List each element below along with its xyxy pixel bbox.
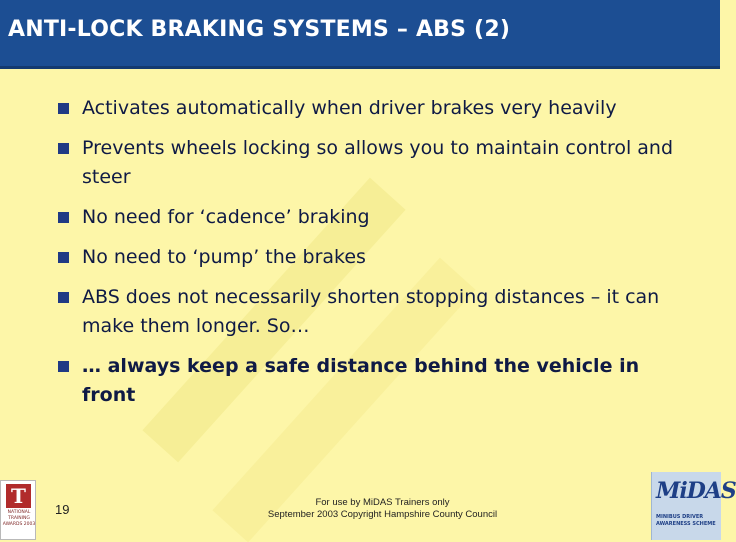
bullet-item-emphasis bbox=[58, 352, 678, 410]
bullet-item bbox=[58, 94, 678, 123]
bullet-text: Activates automatically when driver brakes very heavily bbox=[82, 97, 617, 119]
bullet-list bbox=[58, 94, 678, 421]
bullet-square-icon bbox=[58, 292, 69, 303]
footer-line-2: September 2003 Copyright Hampshire County Council bbox=[267, 509, 498, 520]
bullet-text: … always keep a safe distance behind the vehicle in front bbox=[82, 355, 640, 406]
slide-number: 19 bbox=[55, 502, 70, 517]
bullet-text: No need for ‘cadence’ braking bbox=[82, 206, 370, 228]
title-bar bbox=[0, 0, 720, 69]
midas-logo bbox=[651, 472, 736, 540]
slide-title: ANTI-LOCK BRAKING SYSTEMS – ABS (2) bbox=[8, 17, 511, 42]
bullet-item bbox=[58, 283, 678, 341]
bullet-text: No need to ‘pump’ the brakes bbox=[82, 246, 366, 268]
footer-line-1: For use by MiDAS Trainers only bbox=[315, 497, 450, 508]
midas-wordmark: MiDAS bbox=[656, 478, 736, 504]
bullet-text: Prevents wheels locking so allows you to maintain control and steer bbox=[82, 137, 674, 188]
bullet-text: ABS does not necessarily shorten stopping distances – it can make them longer. So… bbox=[82, 286, 660, 337]
bullet-square-icon bbox=[58, 361, 69, 372]
bullet-square-icon bbox=[58, 103, 69, 114]
bullet-item bbox=[58, 134, 678, 192]
bullet-square-icon bbox=[58, 252, 69, 263]
award-letter-icon: T bbox=[6, 484, 31, 508]
bullet-item bbox=[58, 243, 678, 272]
national-training-awards-logo bbox=[0, 480, 36, 540]
award-text: NATIONAL TRAINING AWARDS 2003 bbox=[2, 510, 36, 527]
midas-tagline: MINIBUS DRIVER AWARENESS SCHEME bbox=[656, 514, 716, 527]
footer-copyright bbox=[240, 497, 525, 521]
bullet-square-icon bbox=[58, 143, 69, 154]
bullet-square-icon bbox=[58, 212, 69, 223]
bullet-item bbox=[58, 203, 678, 232]
